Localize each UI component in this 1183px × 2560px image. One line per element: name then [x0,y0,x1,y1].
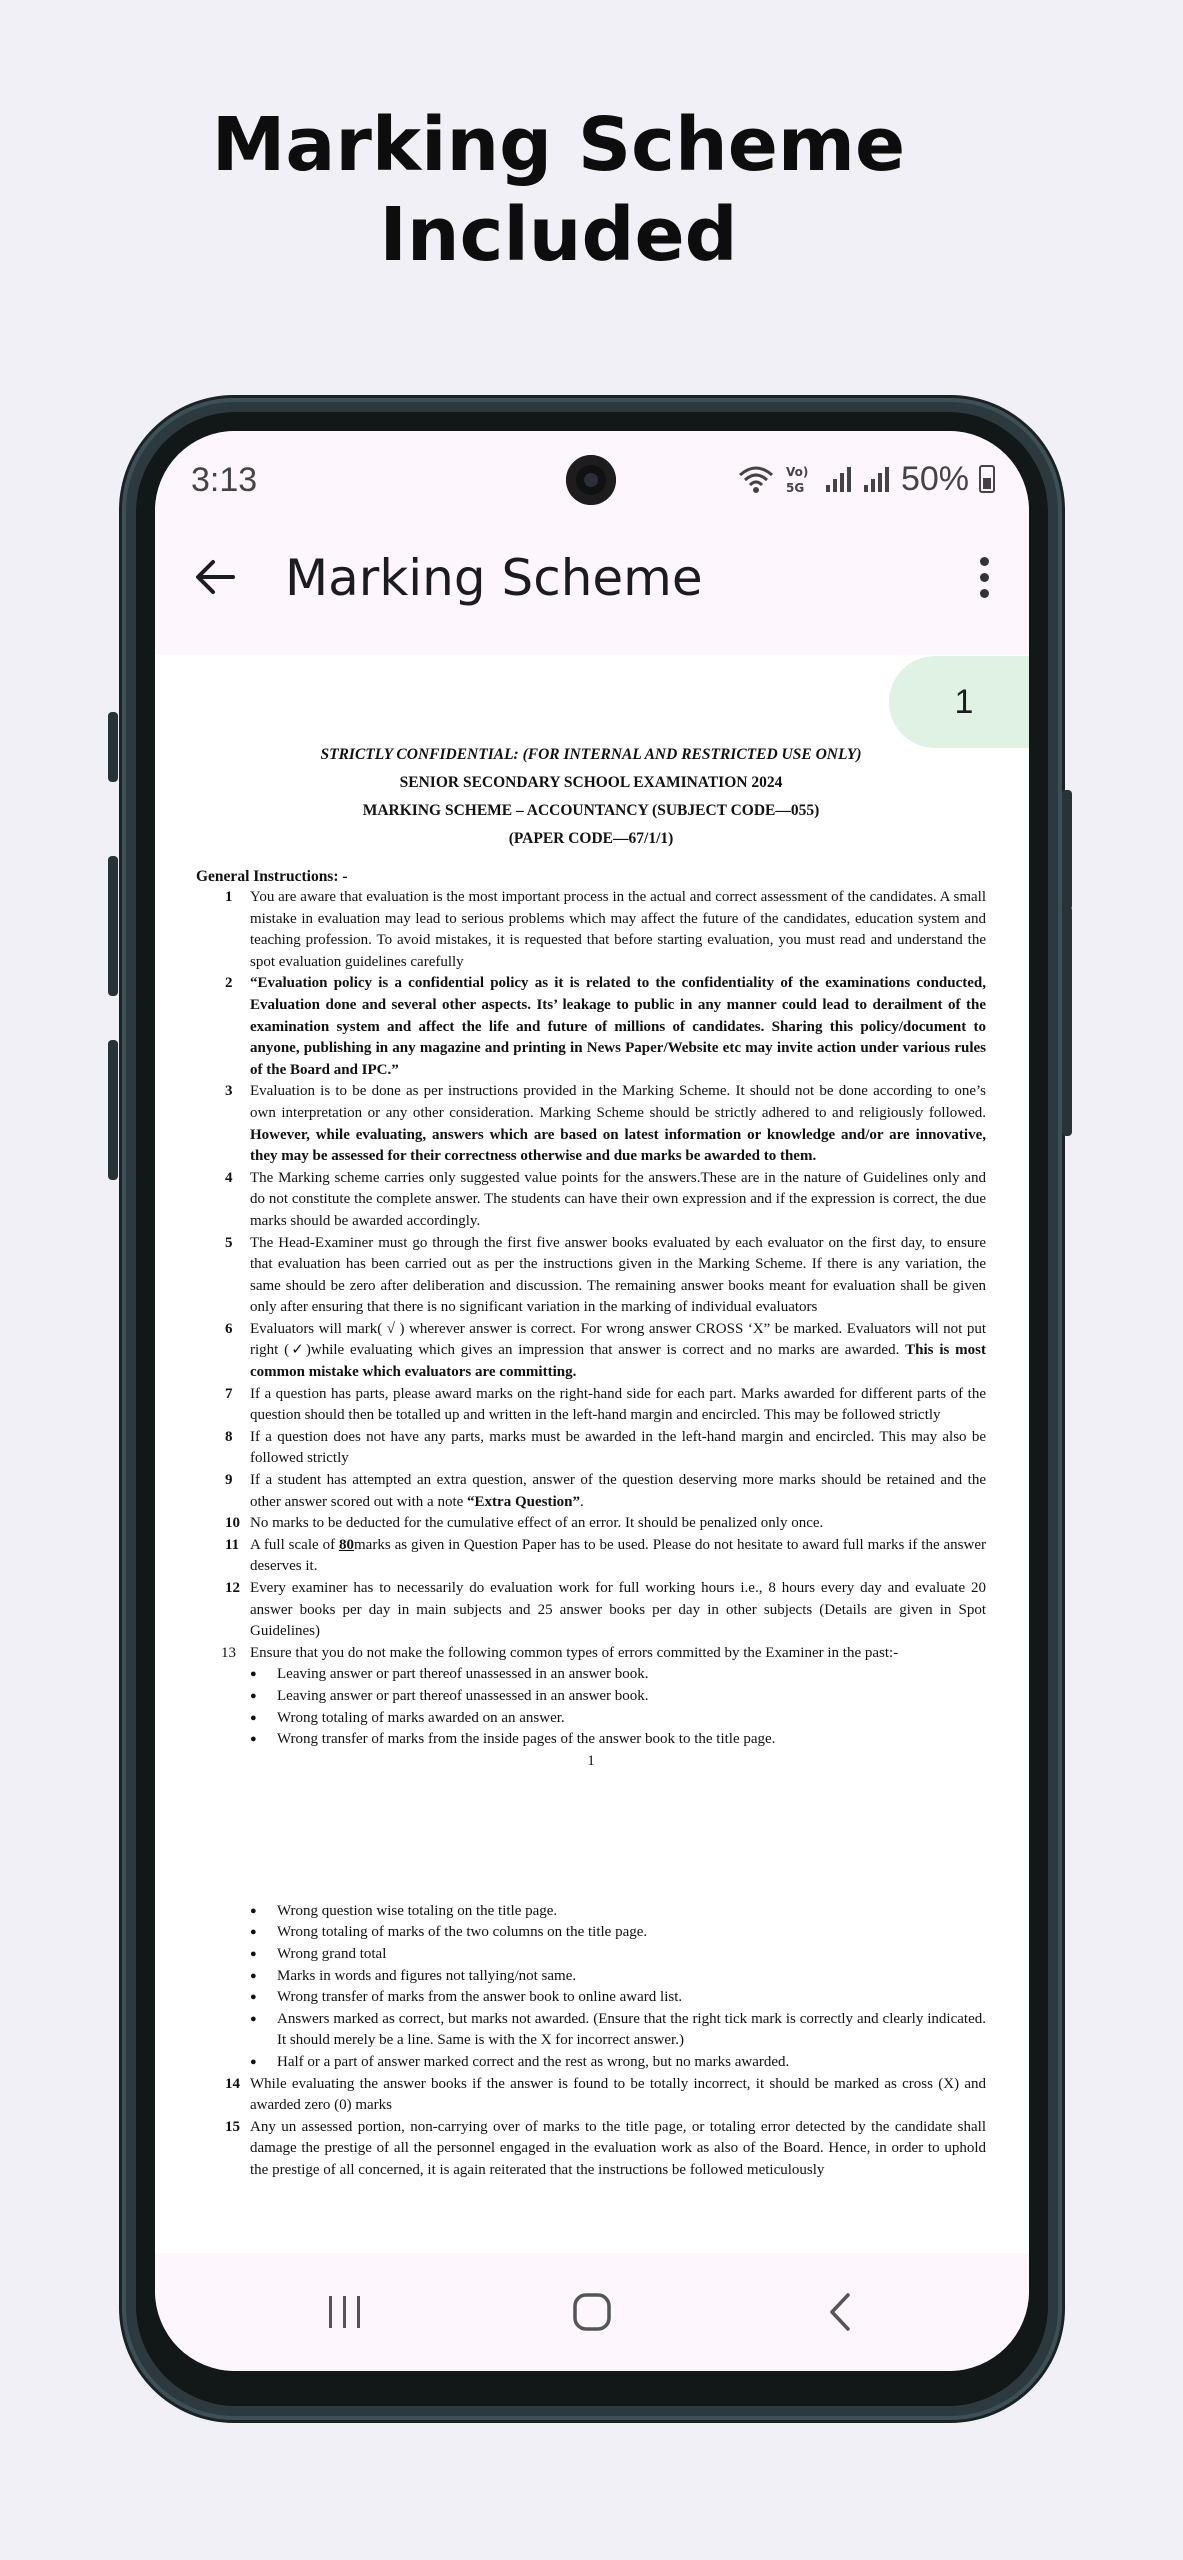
item-text: The Marking scheme carries only suggested value points for the answers.These are in the nature of Guidelines only and do not constitute the complete answer. The students can have their own expression and if the expression is correct, the due marks should be awarded accordingly. [250,1169,986,1229]
instruction-item [196,1384,986,1427]
bullet-item: ● Leaving answer or part thereof unassessed in an answer book. [196,1664,986,1686]
battery-percent: 50% [900,459,969,498]
item-text-bold: “Extra Question” [467,1493,580,1510]
app-title: Marking Scheme [285,549,703,607]
back-button[interactable] [185,547,245,607]
instruction-item [196,1233,986,1319]
item-number: 11 [225,1536,240,1553]
item-text: Evaluation is to be done as per instructions provided in the Marking Scheme. It should not be done according to one’s own interpretation or any other consideration. Marking Scheme should be strictly adhered to and religiously followed. [250,1083,986,1121]
item-text: Every examiner has to necessarily do evaluation work for full working hours i.e., 8 hours every day and evaluate 20 answer books per day in main subjects and 25 answer books per day in other subjects (Details are given in Spot Guidelines) [250,1580,986,1640]
front-camera [566,455,616,505]
arrow-left-icon [185,547,245,607]
bullet-item: ● Wrong grand total [196,1944,986,1966]
phone-side-button [108,712,118,782]
svg-text:Vo): Vo) [785,465,809,479]
item-number: 10 [225,1515,240,1532]
item-text-bold: However, while evaluating, answers which are based on latest information or knowledge and/or are innovative, they may be assessed for their correctness otherwise and due marks be awarded to them. [250,1126,986,1165]
instruction-item [196,1168,986,1233]
item-number: 6 [225,1320,233,1337]
item-text: A full scale of [250,1536,336,1553]
volte-5g-icon [785,463,815,495]
item-text: If a question does not have any parts, marks must be awarded in the left-hand margin and encircled. This may also be followed strictly [250,1428,986,1467]
instruction-item [196,1081,986,1167]
dot [980,573,989,582]
bullet-item: ● Wrong question wise totaling on the title page. [196,1901,986,1923]
instruction-item [196,887,986,973]
bullet-item: ● Leaving answer or part thereof unassessed in an answer book. [196,1686,986,1708]
wifi-icon [737,464,775,494]
item-text: The Head-Examiner must go through the first five answer books evaluated by each evaluator on the first day, to ensure that evaluation has been carried out as per the instructions given in the Marking Scheme. If there is any variation, the same should be zero after deliberation and discussion. The remaining answer books meant for evaluation shall be given only after ensuring that there is no significant variation in the marking of individual evaluators [250,1234,986,1316]
phone-side-button [1062,906,1072,1136]
item-text: “Evaluation policy is a confidential policy as it is related to the confidentiality of the examinations conducted, Evaluation done and several other aspects. Its’ leakage to public in any manner could lead to derailment of the examination system and affect the life and future of millions of candidates. Sharing this policy/document to anyone, publishing in any magazine and printing in News Paper/Website etc may invite action under various rules of the Board and IPC.” [250,975,986,1078]
item-text-bold: This is most common mistake which evaluators are committing. [250,1342,986,1381]
bullet-item: ● Marks in words and figures not tallying/not same. [196,1966,986,1988]
instruction-item [196,973,986,1081]
item-number: 14 [225,2075,240,2092]
instruction-item [196,1470,986,1513]
bullet-item: ● Wrong transfer of marks from the answer book to online award list. [196,1987,986,2009]
general-instructions-heading: General Instructions: - [196,868,348,885]
home-button[interactable] [562,2287,622,2337]
back-nav-button[interactable] [811,2287,871,2337]
item-number: 9 [225,1472,233,1489]
instruction-item [196,1513,986,1535]
instruction-item [196,2074,986,2117]
chevron-left-icon [826,2292,856,2332]
recent-apps-icon [325,2294,365,2330]
instruction-item [196,1578,986,1643]
status-time: 3:13 [191,461,258,499]
status-icons [737,459,995,499]
phone-screen [155,431,1029,2371]
pdf-document[interactable] [196,741,986,2181]
item-text: marks as given in Question Paper has to be used. Please do not hesitate to award full marks if the answer deserves it. [250,1536,987,1575]
item-text: If a question has parts, please award marks on the right-hand side for each part. Marks awarded for different parts of the question should then be totalled up and written in the left-hand margin and encircled. This may be followed strictly [250,1385,986,1424]
instruction-item [196,1319,986,1384]
dot [980,557,989,566]
page-indicator: 1 [889,656,1029,748]
item-number: 7 [225,1385,233,1402]
promo-headline [0,100,1117,280]
item-number: 1 [225,889,233,905]
overflow-menu-button[interactable] [969,547,999,607]
battery-icon [979,465,995,493]
item-text: If a student has attempted an extra question, answer of the question deserving more marks should be retained and the other answer scored out with a note [250,1472,986,1510]
item-text: You are aware that evaluation is the most important process in the actual and correct assessment of the candidates. A small mistake in evaluation may lead to serious problems which may affect the future of the candidates, education system and teaching profession. To avoid mistakes, it is requested that before starting evaluation, you must read and understand the spot evaluation guidelines carefully [250,889,986,970]
instruction-item [196,1535,986,1578]
dot [980,589,989,598]
full-marks-value: 80 [339,1536,354,1553]
headline-line: Marking Scheme [211,102,906,188]
signal-icon [863,465,891,493]
signal-icon [825,465,853,493]
app-top-bar [155,431,1029,655]
item-number: 12 [225,1580,240,1596]
bullet-item: ● Half or a part of answer marked correct and the rest as wrong, but no marks awarded. [196,2052,986,2074]
item-number: 2 [225,975,233,992]
home-icon [572,2292,612,2332]
item-text: . [579,1493,584,1510]
doc-header-line: (PAPER CODE—67/1/1) [508,830,674,847]
item-text: Any un assessed portion, non-carrying over of marks to the title page, or totaling error detected by the candidate shall damage the prestige of all the personnel engaged in the evaluation work as also of the Board. Hence, in order to uphold the prestige of all concerned, it is again reiterated that the instructions be followed meticulously [250,2118,986,2178]
doc-header-line: SENIOR SECONDARY SCHOOL EXAMINATION 2024 [399,774,783,791]
svg-text:5G: 5G [785,481,805,495]
item-number: 8 [225,1428,233,1445]
doc-header-line: MARKING SCHEME – ACCOUNTANCY (SUBJECT CODE—055) [362,802,820,819]
bullet-item: ● Wrong transfer of marks from the inside pages of the answer book to the title page. [196,1729,986,1751]
item-text: Evaluators will mark( √ ) wherever answer is correct. For wrong answer CROSS ‘X” be marked. Evaluators will not put right (✓)while evaluating which gives an impression that answer is correct and no marks are awarded. [250,1320,986,1359]
bullet-item: ● Wrong totaling of marks of the two columns on the title page. [196,1922,986,1944]
headline-line: Included [379,192,738,278]
item-number: 3 [225,1083,233,1100]
item-number: 15 [225,2118,240,2135]
instruction-item [196,1643,986,1665]
instruction-item [196,2117,986,2182]
item-text: While evaluating the answer books if the answer is found to be totally incorrect, it should be marked as cross (X) and awarded zero (0) marks [250,2075,986,2114]
system-nav-bar [155,2253,1029,2371]
bullet-item: ● Answers marked as correct, but marks not awarded. (Ensure that the right tick mark is correctly and clearly indicated. It should merely be a line. Same is with the X for incorrect answer.) [196,2009,986,2052]
page-break [196,1771,986,1901]
item-number: 5 [225,1234,233,1251]
doc-header-line: STRICTLY CONFIDENTIAL: (FOR INTERNAL AND RESTRICTED USE ONLY) [320,746,862,763]
instruction-item [196,1427,986,1470]
bullet-item: ● Wrong totaling of marks awarded on an answer. [196,1708,986,1730]
item-text: No marks to be deducted for the cumulative effect of an error. It should be penalized only once. [250,1515,824,1532]
phone-side-button [1062,790,1072,910]
phone-side-button [108,1040,118,1180]
item-number: 13 [221,1644,236,1661]
item-text: Ensure that you do not make the following common types of errors committed by the Examiner in the past:- [250,1644,899,1661]
item-number: 4 [225,1169,233,1186]
recent-apps-button[interactable] [315,2287,375,2337]
pdf-page-number: 1 [587,1752,595,1769]
phone-side-button [108,856,118,996]
